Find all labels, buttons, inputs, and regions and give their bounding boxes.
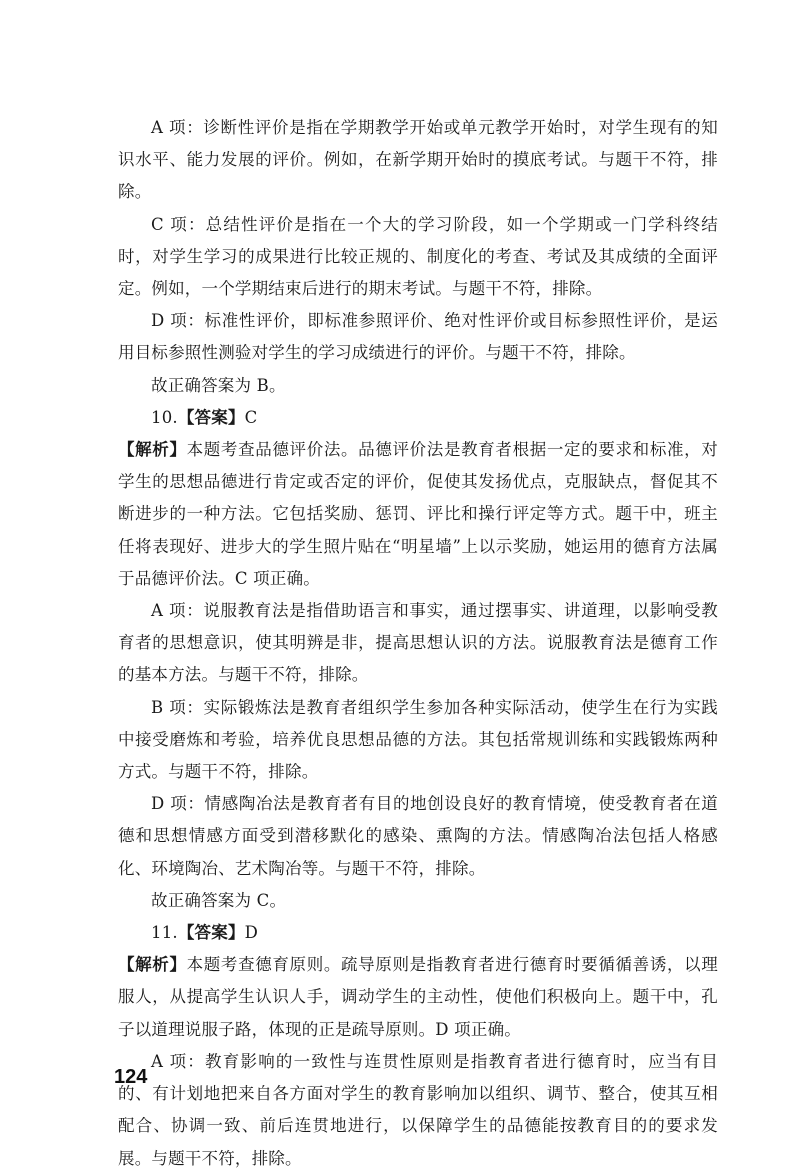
paragraph-answer-c: 故正确答案为 C。 [151,890,287,910]
page-number: 124 [114,1066,148,1088]
paragraph-b-practice: B 项：实际锻炼法是教育者组织学生参加各种实际活动，使学生在行为实践中接受磨炼和考验，培养优良思想品德的方法。其包括常规训练和实践锻炼两种方式。与题干不符，排除。 [118,697,718,782]
document-body [118,112,718,1175]
paragraph-d-standard: D 项：标准性评价，即标准参照评价、绝对性评价或目标参照性评价，是运用目标参照性测验对学生的学习成绩进行的评价。与题干不符，排除。 [118,311,718,363]
analysis-label: 【解析】 [118,440,187,460]
paragraph-a-consistency: A 项：教育影响的一致性与连贯性原则是指教育者进行德育时，应当有目的、有计划地把来自各方面对学生的教育影响加以组织、调节、整合，使其互相配合、协调一致、前后连贯地进行，以保障学生的品德能按教育目的的要求发展。与题干不符，排除。 [118,1051,718,1168]
answer-label: 【答案】 [177,407,245,427]
answer-label: 【答案】 [177,923,245,943]
analysis-label: 【解析】 [118,955,187,975]
paragraph-a-diagnostic: A 项：诊断性评价是指在学期教学开始或单元教学开始时，对学生现有的知识水平、能力发展的评价。例如，在新学期开始时的摸底考试。与题干不符，排除。 [118,118,718,202]
paragraph-answer-b: 故正确答案为 B。 [151,375,286,395]
question-10-answer [118,402,718,434]
question-11-analysis: 【解析】本题考查德育原则。疏导原则是指教育者进行德育时要循循善诱，以理服人，从提高学生认识人手，调动学生的主动性，使他们积极向上。题干中，孔子以道理说服子路，体现的正是疏导原则。D 项正确。 [118,955,718,1039]
question-number: 10. [151,407,178,427]
answer-value: C [244,407,258,427]
question-10-analysis: 【解析】本题考查品德评价法。品德评价法是教育者根据一定的要求和标准，对学生的思想品德进行肯定或否定的评价，促使其发扬优点，克服缺点，督促其不断进步的一种方法。它包括奖励、惩罚、评比和操行评定等方式。题干中，班主任将表现好、进步大的学生照片贴在“明星墙”上以示奖励，她运用的德育方法属于品德评价法。C 项正确。 [118,440,718,588]
paragraph-d-emotion: D 项：情感陶冶法是教育者有目的地创设良好的教育情境，使受教育者在道德和思想情感方面受到潜移默化的感染、熏陶的方法。情感陶冶法包括人格感化、环境陶冶、艺术陶冶等。与题干不符，排除。 [118,794,718,878]
question-11-answer [118,917,718,949]
question-number: 11. [151,923,178,943]
paragraph-c-summative: C 项：总结性评价是指在一个大的学习阶段，如一个学期或一门学科终结时，对学生学习的成果进行比较正规的、制度化的考查、考试及其成绩的全面评定。例如，一个学期结束后进行的期末考试。与题干不符，排除。 [118,214,718,299]
paragraph-a-persuasion: A 项：说服教育法是指借助语言和事实，通过摆事实、讲道理，以影响受教育者的思想意识，使其明辨是非，提高思想认识的方法。说服教育法是德育工作的基本方法。与题干不符，排除。 [118,601,718,685]
answer-value: D [244,923,259,943]
